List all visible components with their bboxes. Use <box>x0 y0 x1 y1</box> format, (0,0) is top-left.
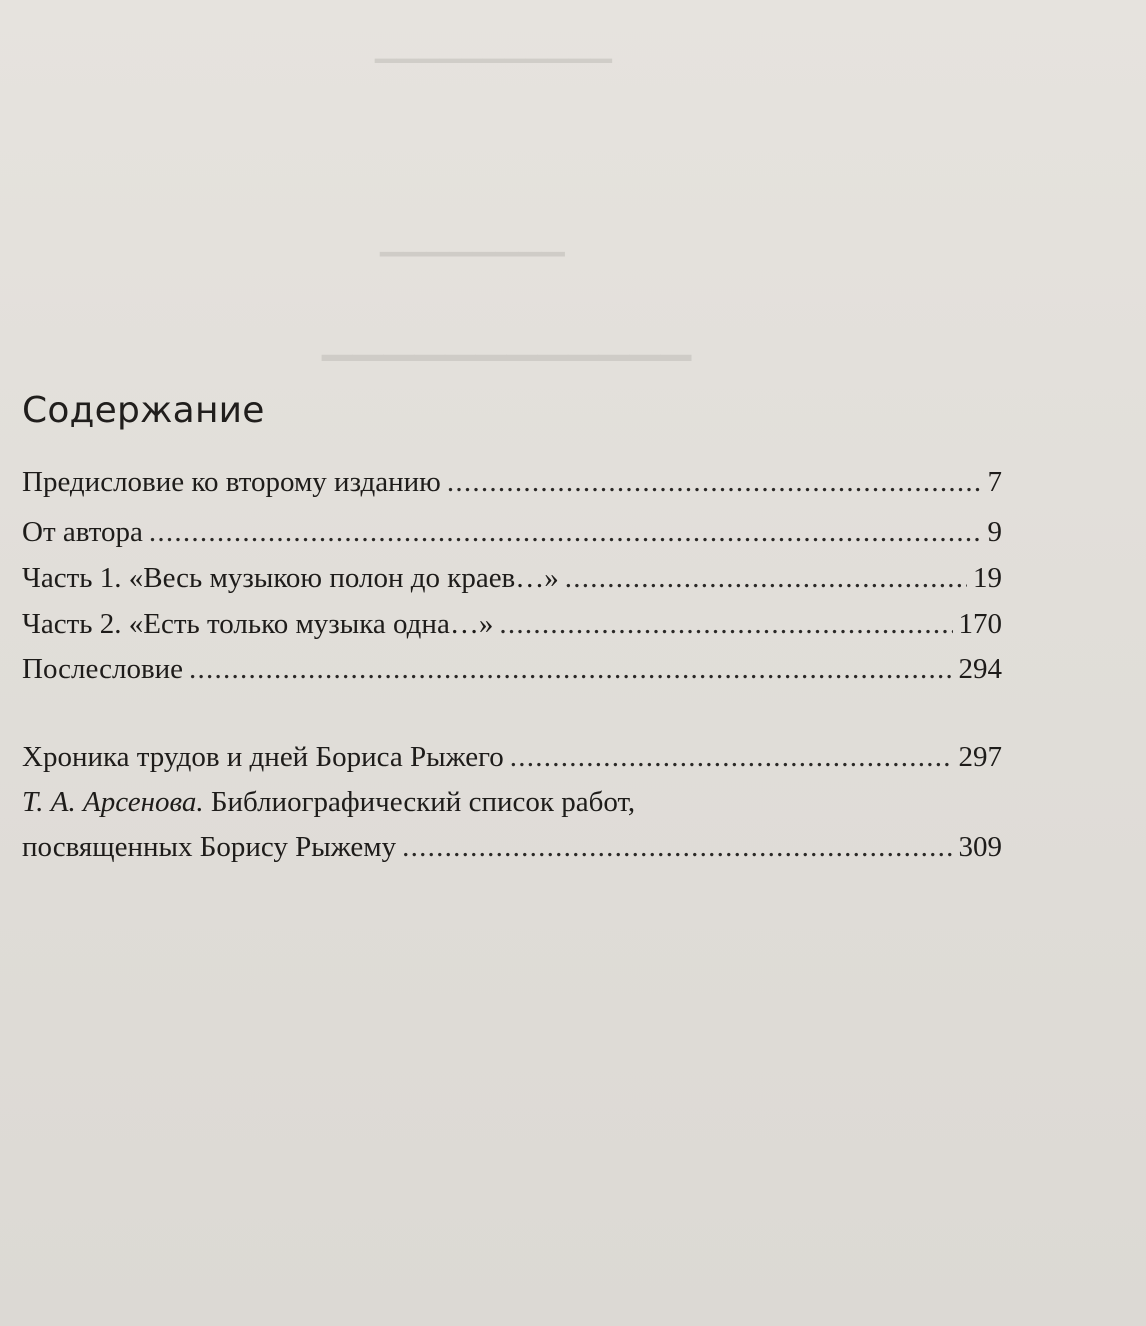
bibliography-title-line2: посвященных Борису Рыжему <box>22 831 397 863</box>
toc-entry-page: 7 <box>987 466 1002 498</box>
dot-leader <box>510 741 953 774</box>
toc-entry-label: Часть 1. «Весь музыкою полон до краев…» <box>22 562 559 594</box>
dot-leader <box>447 466 982 499</box>
page-title: Содержание <box>22 390 265 431</box>
toc-entry <box>22 653 1002 693</box>
toc-entry <box>22 608 1002 648</box>
toc-entry <box>22 831 1002 871</box>
toc-entry-page: 170 <box>958 608 1002 640</box>
toc-entry <box>22 741 1002 781</box>
toc-entry-page: 9 <box>987 516 1002 548</box>
bibliography-author: Т. А. Арсенова. <box>22 786 204 818</box>
dot-leader <box>565 562 967 595</box>
toc-entry <box>22 562 1002 602</box>
dot-leader <box>499 608 952 641</box>
dot-leader <box>149 516 982 549</box>
toc-entry-label: Послесловие <box>22 653 184 685</box>
toc-entry-label: От автора <box>22 516 143 548</box>
toc-entry-bibliography-line1 <box>22 786 635 826</box>
dot-leader <box>402 831 952 864</box>
toc-entry-page: 309 <box>958 831 1002 863</box>
toc-entry-label: Предисловие ко второму изданию <box>22 466 441 498</box>
toc-entry-label: Часть 2. «Есть только музыка одна…» <box>22 608 494 640</box>
toc-entry-label: Хроника трудов и дней Бориса Рыжего <box>22 741 504 773</box>
toc-entry <box>22 466 1002 506</box>
toc-entry <box>22 516 1002 556</box>
toc-entry-page: 294 <box>958 653 1002 685</box>
dot-leader <box>189 653 952 686</box>
toc-entry-page: 19 <box>973 562 1002 594</box>
toc-entry-page: 297 <box>958 741 1002 773</box>
bleed-through-line: ▁▁▁▁▁▁▁▁ <box>380 223 565 256</box>
bibliography-title-line1: Библиографический список работ, <box>210 786 636 818</box>
bleed-through-line: ▁▁▁▁▁▁▁▁▁▁▁ <box>375 32 612 63</box>
bleed-through-line: ▁▁▁▁▁▁▁▁▁▁▁▁ <box>322 315 692 360</box>
